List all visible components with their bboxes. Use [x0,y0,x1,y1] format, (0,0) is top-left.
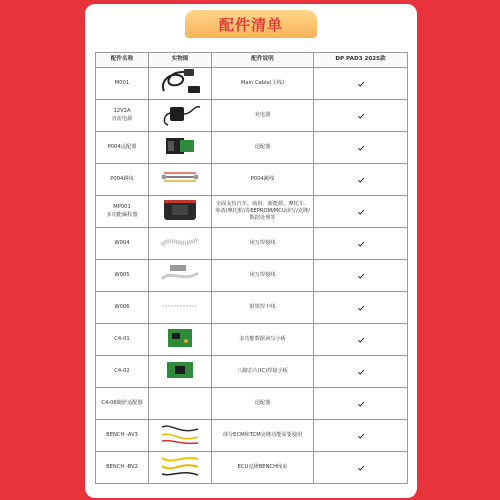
part-description [212,420,314,452]
part-description [212,388,314,420]
part-name [96,100,149,132]
part-description [212,132,314,164]
table-row [96,388,408,420]
check-icon [314,464,407,472]
table-row [96,452,408,484]
part-description-text: 部分ECM和TCM克隆功能需要使用 [222,431,303,438]
included-cell [314,132,408,164]
included-cell [314,292,408,324]
part-name-text: BENCH -BV2 [106,463,138,470]
part-description-text: 多功能数据读写小板 [239,335,286,342]
part-description [212,100,314,132]
part-name-text: P004跳线 [110,175,134,182]
part-description-text: Main Cable(主线) [240,79,285,86]
part-description [212,68,314,100]
check-icon [314,112,407,120]
part-image [149,260,212,292]
header-description: 配件说明 [212,53,314,68]
part-name [96,228,149,260]
part-image [149,100,212,132]
part-description [212,164,314,196]
check-icon [314,368,407,376]
check-icon [314,80,407,88]
part-description-text: 适配器 [254,143,271,150]
included-cell [314,420,408,452]
included-cell [314,388,408,420]
table-row [96,68,408,100]
part-photo-cable [149,69,211,98]
included-cell [314,260,408,292]
part-photo-green-board [149,325,211,354]
part-photo-bench-cables [149,421,211,450]
part-image [149,452,212,484]
check-icon [314,432,407,440]
part-description-text: 八脚芯片(IC)焊接小板 [237,367,288,374]
table-row [96,100,408,132]
check-icon [314,336,407,344]
part-description [212,228,314,260]
table-row [96,196,408,228]
part-name-text: W004 [114,239,130,246]
table-row [96,228,408,260]
part-name-text: C4-01 [114,335,130,342]
part-name-text: 12V2A 直流电源 [111,108,133,122]
part-name [96,68,149,100]
table-row [96,324,408,356]
part-name-text: C4-02 [114,367,130,374]
table-row [96,260,408,292]
included-cell [314,228,408,260]
header-name: 配件名称 [96,53,149,68]
part-description-text: 适配器 [254,399,271,406]
part-image [149,132,212,164]
part-description [212,260,314,292]
part-description-text: 读写焊接线 [249,239,276,246]
part-name [96,356,149,388]
parts-list-card [85,4,417,498]
part-name-text: P004适配器 [107,143,137,150]
part-photo-green-board-2 [149,357,211,386]
table-row [96,292,408,324]
check-icon [314,144,407,152]
included-cell [314,356,408,388]
part-description [212,324,314,356]
part-name-text: W005 [114,271,130,278]
part-name-text: BENCH -AV3 [106,431,138,438]
part-photo-power-adapter [149,101,211,130]
included-cell [314,68,408,100]
table-row [96,132,408,164]
part-name [96,196,149,228]
part-image [149,324,212,356]
part-image [149,388,212,420]
part-photo-ribbon-wire [149,229,211,258]
table-row [96,164,408,196]
part-photo-jumper-wires [149,165,211,194]
part-image [149,228,212,260]
page-title: 配件清单 [185,10,317,38]
part-photo-programmer [149,197,211,226]
part-name-text: MP001 多功能编程器 [106,204,138,218]
table-header-row [96,53,408,68]
table-row [96,356,408,388]
table-row [96,420,408,452]
part-name [96,452,149,484]
part-description-text: ECU克隆BENCH线束 [237,463,288,470]
check-icon [314,240,407,248]
included-cell [314,196,408,228]
part-name [96,388,149,420]
part-description-text: P004跳线 [250,175,275,182]
part-name-text: M001 [114,79,130,86]
part-name [96,420,149,452]
part-name [96,164,149,196]
part-name [96,324,149,356]
part-image [149,292,212,324]
included-cell [314,100,408,132]
part-description-text: 全面支持汽车、商用、新能源、摩托车、筹备(摩托船)等EEPROM/MCU读写/克隆/数据处理等 [215,200,310,221]
part-description [212,356,314,388]
part-description [212,196,314,228]
part-description [212,292,314,324]
parts-table [95,52,408,484]
part-image [149,420,212,452]
header-image: 实物图 [149,53,212,68]
part-image [149,196,212,228]
part-name [96,292,149,324]
part-name [96,260,149,292]
part-description-text: 读写焊接线 [249,271,276,278]
part-name-text: C4-06随萨适配器 [101,399,143,406]
check-icon [314,176,407,184]
part-image [149,68,212,100]
included-cell [314,164,408,196]
included-cell [314,452,408,484]
check-icon [314,208,407,216]
part-photo-ribbon-wire-2 [149,261,211,290]
header-model: DP PAD3 2025款 [314,53,408,68]
check-icon [314,400,407,408]
check-icon [314,272,407,280]
part-name [96,132,149,164]
check-icon [314,304,407,312]
part-description [212,452,314,484]
part-description-text: 射钳焊丰线 [249,303,276,310]
part-image [149,356,212,388]
part-description-text: 充电器 [254,111,271,118]
part-name-text: W006 [114,303,130,310]
part-photo-thin-wire [149,293,211,322]
included-cell [314,324,408,356]
part-image [149,164,212,196]
part-photo-adapter-board [149,133,211,162]
part-photo-bench-cables-2 [149,453,211,482]
